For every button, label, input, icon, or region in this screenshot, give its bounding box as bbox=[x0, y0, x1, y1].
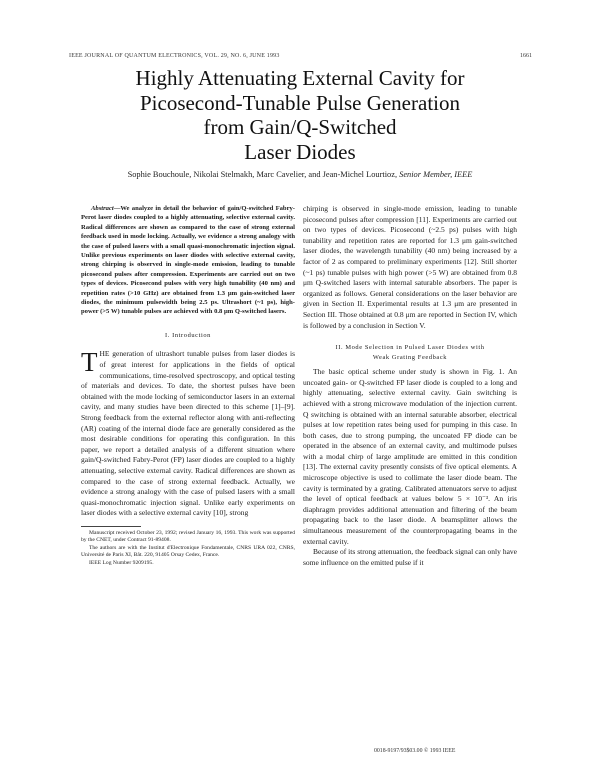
footnote-manuscript: Manuscript received October 23, 1992; revised January 16, 1993. This work was supported by the CNET, under Contract 91-89408. bbox=[81, 529, 295, 544]
section-heading-introduction: I. Introduction bbox=[165, 331, 211, 339]
author-role: Senior Member, IEEE bbox=[399, 170, 473, 179]
abstract bbox=[81, 204, 295, 317]
title-line: from Gain/Q-Switched bbox=[203, 115, 397, 139]
journal-header: IEEE JOURNAL OF QUANTUM ELECTRONICS, VOL. 29, NO. 6, JUNE 1993 bbox=[69, 53, 280, 59]
footnote-affiliation: The authors are with the Institut d'Electronique Fondamentale, CNRS URA 022, CNRS, Université de Paris XI, Bât. 220, 91405 Orsay Cedex, France. bbox=[81, 544, 295, 559]
title-line: Laser Diodes bbox=[244, 139, 356, 164]
footnote-divider bbox=[81, 526, 141, 527]
title-line: Highly Attenuating External Cavity for bbox=[135, 66, 465, 90]
abstract-label: Abstract bbox=[91, 205, 114, 212]
author-names: Sophie Bouchoule, Nikolai Stelmakh, Marc Cavelier, and Jean-Michel Lourtioz, bbox=[127, 170, 398, 179]
intro-continued-paragraph: chirping is observed in single-mode emission, leading to tunable picosecond pulses after compression [11]. Experiments are carried out on two types of devices. Picosecond (~2.5 ps) pulses with high tunability and repetition rates are reported for 1.3 μm gain-switched laser diodes, the wavelength tunability (40 nm) being increased by a factor of 2 as compared to preliminary experiments [12]. Still shorter (~1 ps) tunable pulses with high power (>5 W) are obtained from 0.8 μm Q-switched lasers with internal saturable absorbers. The paper is organized as follows. General considerations on the laser behavior are given in Section II. Experimental results at 1.3 μm are presented in Section III. Those obtained at 0.8 μm are reported in Section IV, which is followed by a conclusion in Section V. bbox=[303, 204, 517, 330]
title-line: Picosecond-Tunable Pulse Generation bbox=[139, 90, 460, 115]
section2-paragraph: The basic optical scheme under study is shown in Fig. 1. An uncoated gain- or Q-switched FP laser diode is coupled to a long and highly attenuating, selective external cavity. Gain switching is achieved with a strong microwave modulation of the injection current. Q switching is obtained with an internal saturable absorber, electrical pulses at low repetition rates being used for pumping in this case. In both cases, due to strong pumping, the uncoated FP diode can be operated in the absence of an external cavity, and multimode pulses with a modal chirp of large amplitude are emitted in this condition [13]. The external cavity presently consists of five optical elements. A microscope objective is used to collimate the laser diode beam. The cavity is terminated by a grating. Calibrated attenuators serve to adjust the level of optical feedback at values below 5 × 10⁻³. An iris diaphragm provides additional attenuation and filtering of the beam propagating back to the laser diode. A beamsplitter allows the simultaneous measurement of the counterpropagating beams in the external cavity. bbox=[303, 367, 517, 546]
section2-paragraph: Because of its strong attenuation, the feedback signal can only have some influence on the emitted pulse if it bbox=[303, 547, 517, 567]
section-heading-line: II. Mode Selection in Pulsed Laser Diodes with bbox=[335, 344, 485, 352]
introduction-text: HE generation of ultrashort tunable pulses from laser diodes is of great interest for applications in the fields of optical communications, time-resolved spectroscopy, and optical testing of materials and devices. To date, the shortest pulses have been obtained with the mode locking of semiconductor lasers in an external cavity, and many studies have been directed to this scheme [1]–[9]. Strong feedback from the external reflector along with anti-reflecting (AR) coating of the internal diode face are generally considered as the most desirable conditions for operating this configuration. In this paper, we report a detailed analysis of a different situation where gain/Q-switched Fabry-Perot (FP) laser diodes are coupled to a highly attenuating, selective external cavity. Radical differences are shown as compared to the case of strong external feedback. Actually, we evidence a strong analogy with the case of pulsed lasers with a small quasi-monochromatic injection signal. Unlike early experiments on laser diodes with a selective external cavity [10], strong bbox=[81, 349, 295, 518]
paper-title bbox=[0, 66, 600, 164]
page-number: 1661 bbox=[520, 53, 532, 59]
left-column bbox=[81, 204, 295, 567]
copyright-identifier: 0018-9197/93$03.00 © 1993 IEEE bbox=[374, 748, 456, 754]
section-heading-mode-selection bbox=[303, 343, 517, 363]
author-line bbox=[0, 170, 600, 179]
footnote-log-number: IEEE Log Number 9209195. bbox=[89, 559, 154, 566]
drop-cap: T bbox=[81, 347, 98, 378]
introduction-paragraph bbox=[81, 349, 295, 519]
abstract-text: —We analyze in detail the behavior of gain/Q-switched Fabry-Perot laser diodes coupled to a highly attenuating, selective external cavity. Radical differences are shown as compared to the case of strong external feedback used in mode locking. Actually, we evidence a strong analogy with the case of pulsed lasers with a small quasi-monochromatic injection signal. Unlike previous experiments on laser diodes with selective external cavity, strong chirping is observed in single-mode emission, leading to tunable picosecond pulses after compression. Experiments are carried out on two types of devices. Picosecond pulses with very high tunability (40 nm) and repetition rates (>10 GHz) are obtained from 1.3 μm gain-switched laser diodes, the minimum pulsewidth being 2.5 ps. Ultrashort (~1 ps), high-power (>5 W) tunable pulses are achieved with 0.8 μm Q-switched lasers. bbox=[81, 205, 295, 316]
section-heading-line: Weak Grating Feedback bbox=[372, 354, 448, 362]
footnotes bbox=[81, 530, 295, 568]
right-column bbox=[303, 204, 517, 568]
